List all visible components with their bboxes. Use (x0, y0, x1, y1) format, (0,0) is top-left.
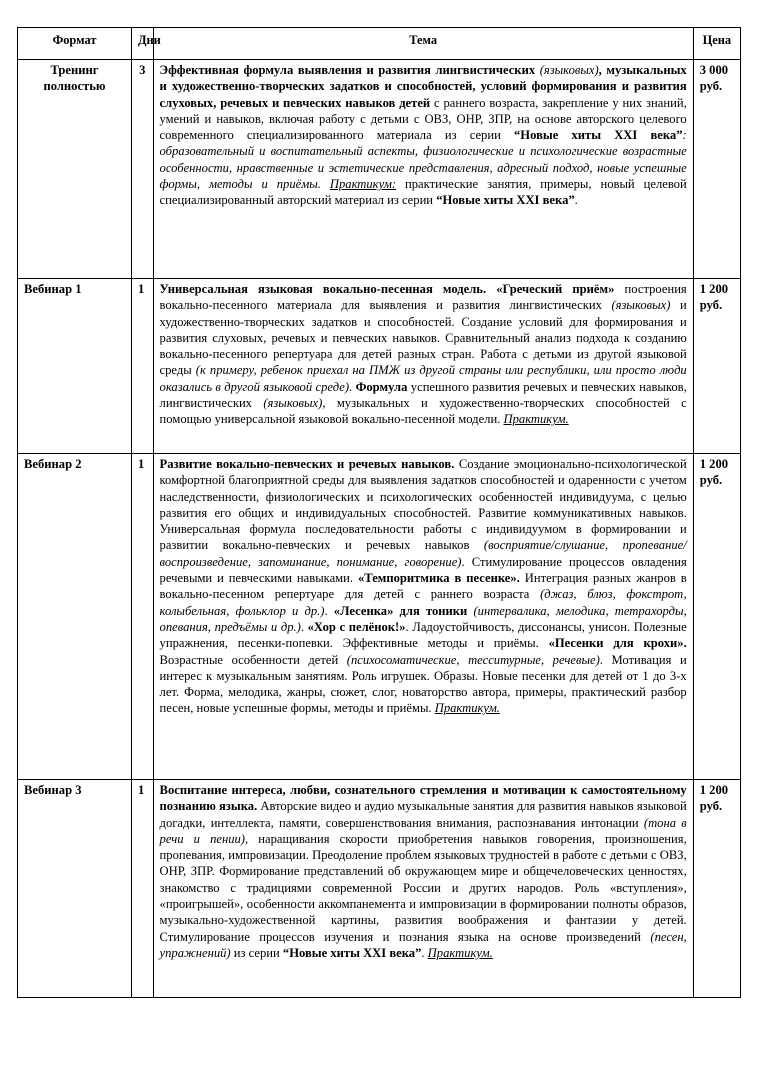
topic-text-segment: (интервалика, мелодика, тетрахорды, опевания, предъёмы и др.) (159, 603, 687, 634)
topic-text-segment: . Стимулирование процессов овладения речевыми и певческими навыками. (159, 554, 687, 586)
table-row (18, 279, 741, 454)
header-topic: Тема (153, 28, 693, 60)
price-cell: 1 200 руб. (693, 279, 740, 454)
topic-text-segment: Развитие вокально-певческих и речевых навыков. (159, 457, 455, 471)
header-format: Формат (18, 28, 132, 60)
topic-text-segment: “Новые хиты XXI века” (514, 128, 683, 143)
topic-text-segment: (языковых) (263, 396, 323, 411)
topic-text-segment: и художественно-творческих задатков и способностей. Создание условий для формирования и развития слуховых, речевых и певческих навыков. Сравнительный анализ подхода к созданию вокально-песенного репертуара для детей разных стран. Работа с детьми из другой языковой среды (159, 298, 687, 378)
format-cell: Тренинг полностью (18, 60, 132, 279)
table-row (18, 60, 741, 279)
topic-text-segment: (песен, упражнений) (159, 929, 687, 960)
topic-text-segment: . (574, 193, 578, 208)
topic-cell (153, 279, 693, 454)
topic-text-segment: построения вокально-песенного материала для выявления и развития лингвистических (159, 282, 687, 313)
table-header-row (18, 28, 741, 60)
topic-text-segment: Авторские видео и аудио музыкальные занятия для развития навыков языковой догадки, интеллекта, памяти, совершенствования внимания, распознавания интонации (159, 799, 687, 830)
topic-text-segment: (психосоматические, тесситурные, речевые) (346, 652, 600, 667)
topic-text-segment: , наращивания скорости приобретения навыков говорения, произношения, пропевания, импровизации. Преодоление проблем языковых трудностей в работе с детьми с ОВЗ, ОНР, ЗПР. Формирование представлений об окружающем мире и общечеловеческих ценностях, знакомство с традициями современной России и других народов. Роль «вступления», «проигрышей», особенности аккомпанемента и импровизации в формировании полноты образов, музыкально-художественной картины, развития воображения и фантазии у детей. Стимулирование процессов изучения и познания языка на основе произведений (159, 831, 687, 944)
topic-text-segment: . (421, 945, 428, 960)
topic-text-segment: «Хор с пелёнок!» (307, 619, 406, 634)
topic-text-segment: с раннего возраста, закрепление у них знаний, умений и навыков, включая работу с детьми с ОВЗ, ОНР, ЗПР, на основе авторского целевого современного специализированного материала из серии (159, 95, 687, 143)
topic-text-segment: из серии (230, 945, 283, 960)
price-cell: 1 200 руб. (693, 780, 740, 998)
topic-text-segment: Эффективная формула выявления и развития лингвистических (159, 63, 540, 77)
format-cell: Вебинар 2 (18, 454, 132, 780)
topic-text-segment: . Ладоустойчивость, диссонансы, унисон. Полезные упражнения, песенки-попевки. Эффективные методы и приёмы. (159, 619, 687, 651)
topic-cell (153, 454, 693, 780)
topic-text-segment: Практикум. (503, 412, 569, 427)
topic-text-segment: «Песенки для крохи». (548, 636, 687, 651)
topic-text-segment: «Лесенка» для тоники (333, 603, 468, 618)
days-cell: 1 (131, 279, 153, 454)
topic-text-segment: Практикум: (329, 177, 397, 192)
topic-text-segment: “Новые хиты XXI века” (436, 193, 575, 208)
topic-text-segment: Практикум. (427, 945, 493, 960)
schedule-table (17, 27, 741, 998)
topic-text-segment: : образовательный и воспитательный аспекты, физиологические и психологические возрастные особенности, нравственные и эстетические представления, адресный подход, новые успешные формы, методы и приёмы. (159, 128, 687, 192)
topic-text-segment: . (349, 379, 356, 394)
topic-text-segment: . (300, 619, 308, 634)
topic-text-segment: Интеграция разных жанров в вокально-песенном репертуаре для детей с раннего возраста (159, 571, 687, 602)
topic-text-segment: Формула (355, 379, 408, 394)
topic-text-segment: успешного развития речевых и певческих навыков, лингвистических (159, 379, 687, 411)
days-cell: 1 (131, 454, 153, 780)
days-cell: 3 (131, 60, 153, 279)
topic-text-segment: “Новые хиты XXI века” (282, 945, 422, 960)
price-cell: 3 000 руб. (693, 60, 740, 279)
topic-text-segment: (языковых) (539, 63, 599, 77)
table-row (18, 780, 741, 998)
table-row (18, 454, 741, 780)
topic-text-segment: Практикум. (434, 701, 500, 716)
days-cell: 1 (131, 780, 153, 998)
topic-text-segment: (тона в речи и пении) (159, 815, 687, 846)
topic-text-segment: Создание эмоционально-психологической комфортной благоприятной среды для выявления задатков способностей и одаренности с учетом наследственности, физиологических и психологических особенностей индивидуума, с целью развития его общих и индивидуальных способностей. Развитие коммуникативных навыков. Универсальная формула последовательности работы с индивидуумом в формировании и развитии вокально-певческих и речевых навыков (159, 457, 687, 553)
topic-cell (153, 60, 693, 279)
topic-text-segment: Универсальная языковая вокально-песенная модель. «Греческий приём» (159, 282, 615, 296)
topic-text-segment: , музыкальных и художественно-творческих способностей с помощью универсальной языковой вокально-песенной модели. (159, 396, 687, 427)
header-price: Цена (693, 28, 740, 60)
topic-text-segment: (восприятие/слушание, пропевание/воспроизведение, запоминание, понимание, говорение) (159, 538, 687, 569)
topic-text-segment: Возрастные особенности детей (159, 652, 347, 667)
topic-cell (153, 780, 693, 998)
topic-text-segment: (джаз, блюз, фокстрот, колыбельная, фольклор и др.) (159, 587, 687, 618)
topic-text-segment: (языковых) (611, 298, 671, 313)
topic-text-segment: (к примеру, ребенок приехал на ПМЖ из другой страны или республики, или просто люди оказались в другой языковой среде) (159, 363, 687, 394)
header-days: Дни (131, 28, 153, 60)
topic-text-segment: «Темпоритмика в песенке». (357, 571, 520, 586)
topic-text-segment: практические занятия, примеры, новый целевой специализированный авторский материал из серии (159, 177, 687, 208)
price-cell: 1 200 руб. (693, 454, 740, 780)
topic-text-segment: . (324, 603, 334, 618)
format-cell: Вебинар 1 (18, 279, 132, 454)
topic-text-segment: Воспитание интереса, любви, сознательного стремления и мотивации к самостоятельному познанию языка. (159, 783, 687, 814)
topic-text-segment: , музыкальных и художественно-творческих задатков и способностей, условий формирования и развития слуховых, речевых и певческих навыков детей (159, 63, 687, 110)
format-cell: Вебинар 3 (18, 780, 132, 998)
topic-text-segment: . Мотивация и интерес к музыкальным занятиям. Роль игрушек. Образы. Новые песенки для детей от 1 до 3-х лет. Форма, мелодика, жанры, сюжет, слог, новаторство автора, примеры, практический разбор песен, новые успешные формы, методы и приёмы. (159, 652, 687, 716)
